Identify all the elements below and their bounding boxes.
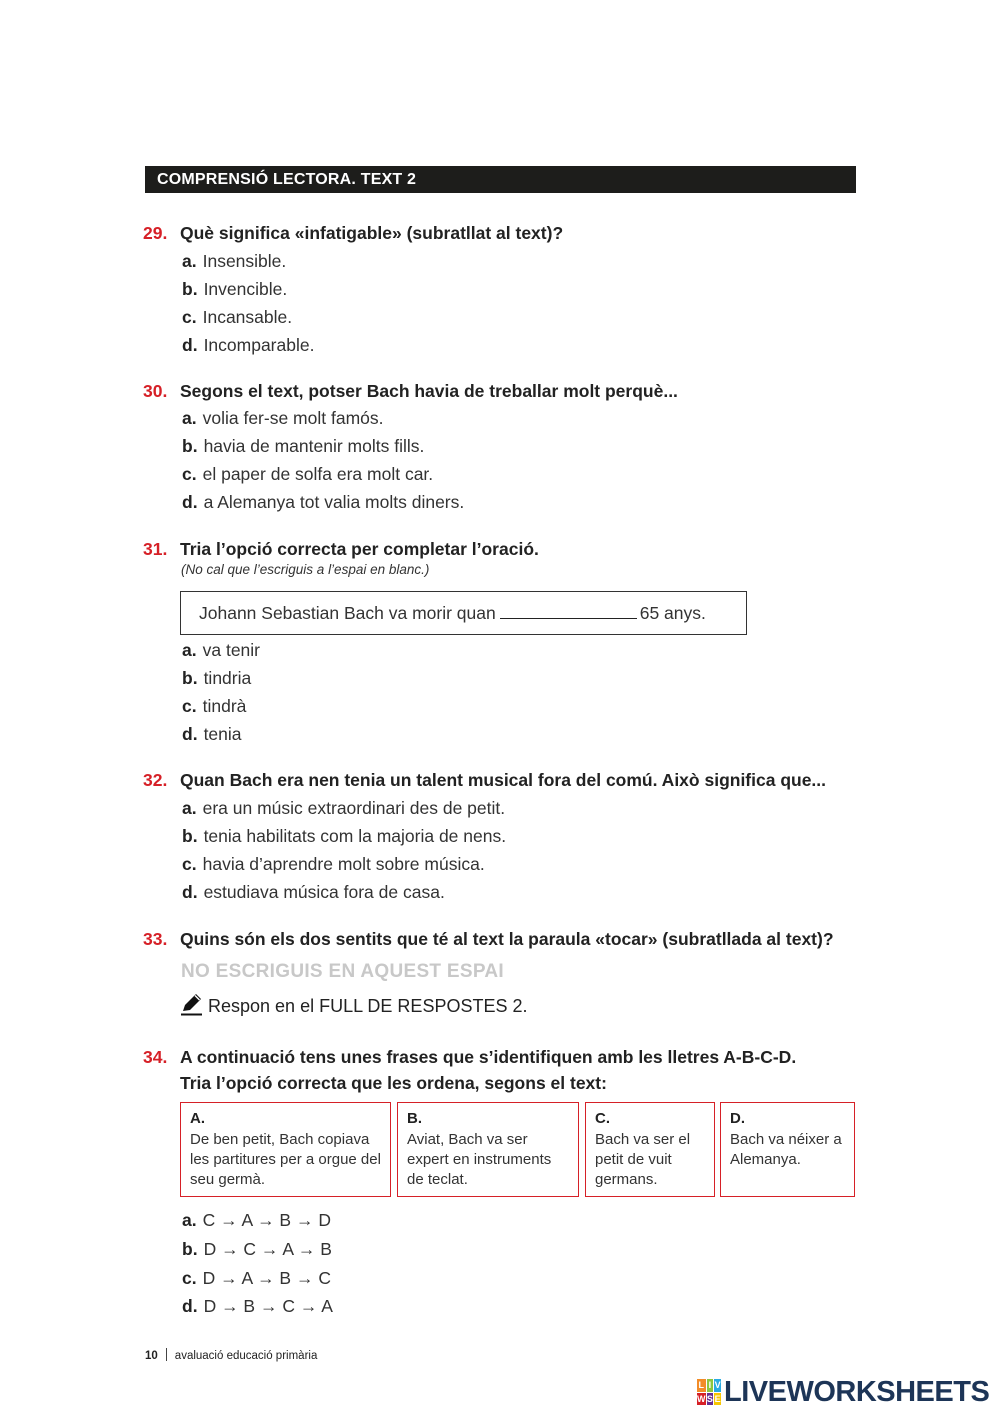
question-text: Segons el text, potser Bach havia de treballar molt perquè... bbox=[180, 381, 678, 401]
option-letter: b. bbox=[182, 279, 198, 299]
option-letter: d. bbox=[182, 1296, 198, 1316]
option-text: D → B → C → A bbox=[203, 1296, 333, 1316]
option-31-c[interactable] bbox=[182, 694, 246, 718]
answer-sheet-target: FULL DE RESPOSTES 2. bbox=[319, 996, 528, 1016]
option-34-b[interactable] bbox=[182, 1237, 332, 1261]
logo-tile: V bbox=[714, 1380, 721, 1390]
option-letter: b. bbox=[182, 1239, 198, 1259]
question-34 bbox=[143, 1044, 796, 1096]
option-29-c[interactable] bbox=[182, 305, 292, 329]
option-text: Incansable. bbox=[202, 307, 293, 327]
option-text: tenia bbox=[203, 724, 242, 744]
question-number: 31. bbox=[143, 539, 168, 559]
option-letter: c. bbox=[182, 307, 197, 327]
box-text: Bach va ser el petit de vuit germans. bbox=[595, 1131, 691, 1188]
option-32-a[interactable] bbox=[182, 796, 505, 820]
option-30-c[interactable] bbox=[182, 462, 433, 486]
footer-divider bbox=[166, 1348, 167, 1361]
logo-mark bbox=[697, 1379, 721, 1405]
option-letter: c. bbox=[182, 854, 197, 874]
question-32 bbox=[143, 767, 826, 793]
question-number: 33. bbox=[143, 929, 168, 949]
option-letter: d. bbox=[182, 492, 198, 512]
option-29-b[interactable] bbox=[182, 277, 287, 301]
statement-box-c bbox=[585, 1102, 715, 1197]
option-text: Insensible. bbox=[202, 251, 287, 271]
logo-tile: E bbox=[714, 1393, 721, 1404]
question-text: Quan Bach era nen tenia un talent musical fora del comú. Això significa que... bbox=[180, 770, 827, 790]
option-letter: b. bbox=[182, 436, 198, 456]
option-letter: d. bbox=[182, 335, 198, 355]
question-30 bbox=[143, 378, 678, 404]
box-label: B. bbox=[407, 1110, 422, 1127]
box-text: De ben petit, Bach copiava les partitures per a orgue del seu germà. bbox=[190, 1131, 381, 1188]
no-write-label: NO ESCRIGUIS EN AQUEST ESPAI bbox=[181, 961, 505, 982]
box-text: Aviat, Bach va ser expert en instruments de teclat. bbox=[407, 1131, 552, 1188]
option-letter: a. bbox=[182, 640, 197, 660]
statement-box-d bbox=[720, 1102, 855, 1197]
option-text: D → C → A → B bbox=[203, 1239, 332, 1259]
logo-tile: W bbox=[697, 1393, 706, 1404]
option-text: tindria bbox=[203, 668, 252, 688]
option-text: el paper de solfa era molt car. bbox=[202, 464, 434, 484]
option-32-b[interactable] bbox=[182, 824, 506, 848]
option-text: C → A → B → D bbox=[202, 1210, 331, 1230]
option-letter: d. bbox=[182, 882, 198, 902]
box-label: C. bbox=[595, 1110, 610, 1127]
option-29-d[interactable] bbox=[182, 333, 314, 357]
option-text: estudiava música fora de casa. bbox=[203, 882, 445, 902]
question-text: Tria l’opció correcta per completar l’oració. bbox=[180, 539, 539, 559]
box-label: A. bbox=[190, 1110, 205, 1127]
question-29 bbox=[143, 220, 563, 246]
pencil-icon bbox=[180, 992, 204, 1016]
footer-title: avaluació educació primària bbox=[174, 1350, 318, 1362]
question-text-line1: A continuació tens unes frases que s’identifiquen amb les lletres A-B-C-D. bbox=[180, 1047, 797, 1067]
section-title-bar: COMPRENSIÓ LECTORA. TEXT 2 bbox=[145, 166, 856, 193]
question-number: 34. bbox=[143, 1047, 168, 1067]
option-31-b[interactable] bbox=[182, 666, 251, 690]
logo-tile: L bbox=[698, 1380, 704, 1390]
logo-text: LIVEWORKSHEETS bbox=[724, 1375, 990, 1408]
option-text: a Alemanya tot valia molts diners. bbox=[203, 492, 465, 512]
option-letter: b. bbox=[182, 826, 198, 846]
question-note: (No cal que l’escriguis a l’espai en blanc.) bbox=[181, 562, 430, 577]
box-text: Bach va néixer a Alemanya. bbox=[730, 1131, 842, 1168]
option-letter: b. bbox=[182, 668, 198, 688]
option-34-a[interactable] bbox=[182, 1208, 331, 1232]
option-letter: a. bbox=[182, 798, 197, 818]
logo-tile: S bbox=[706, 1393, 713, 1404]
option-34-d[interactable] bbox=[182, 1294, 333, 1318]
option-30-b[interactable] bbox=[182, 434, 424, 458]
liveworksheets-logo bbox=[697, 1376, 989, 1408]
option-letter: d. bbox=[182, 724, 198, 744]
statement-box-b bbox=[397, 1102, 579, 1197]
option-32-c[interactable] bbox=[182, 852, 485, 876]
option-30-d[interactable] bbox=[182, 490, 464, 514]
sentence-start: Johann Sebastian Bach va morir quan bbox=[199, 603, 496, 623]
option-text: tindrà bbox=[202, 696, 247, 716]
option-text: era un músic extraordinari des de petit. bbox=[202, 798, 506, 818]
question-33 bbox=[143, 926, 834, 952]
option-29-a[interactable] bbox=[182, 249, 286, 273]
option-text: havia de mantenir molts fills. bbox=[203, 436, 425, 456]
option-34-c[interactable] bbox=[182, 1266, 331, 1290]
option-32-d[interactable] bbox=[182, 880, 445, 904]
statement-box-a bbox=[180, 1102, 391, 1197]
option-letter: a. bbox=[182, 1210, 197, 1230]
option-30-a[interactable] bbox=[182, 406, 384, 430]
sentence-box bbox=[180, 591, 747, 635]
option-text: havia d’aprendre molt sobre música. bbox=[202, 854, 485, 874]
answer-sheet-note bbox=[180, 992, 527, 1020]
option-letter: c. bbox=[182, 1268, 197, 1288]
sentence-end: 65 anys. bbox=[639, 603, 706, 623]
option-text: Incomparable. bbox=[203, 335, 315, 355]
option-text: D → A → B → C bbox=[202, 1268, 331, 1288]
question-number: 29. bbox=[143, 223, 168, 243]
option-letter: c. bbox=[182, 696, 197, 716]
question-number: 32. bbox=[143, 770, 168, 790]
option-text: volia fer-se molt famós. bbox=[202, 408, 384, 428]
question-text: Què significa «infatigable» (subratllat al text)? bbox=[180, 223, 564, 243]
question-31 bbox=[143, 536, 539, 562]
option-letter: a. bbox=[182, 251, 197, 271]
option-letter: c. bbox=[182, 464, 197, 484]
option-31-d[interactable] bbox=[182, 722, 242, 746]
answer-sheet-prefix: Respon en el bbox=[208, 996, 320, 1016]
page-footer bbox=[145, 1348, 317, 1362]
option-text: tenia habilitats com la majoria de nens. bbox=[203, 826, 507, 846]
option-31-a[interactable] bbox=[182, 638, 260, 662]
question-number: 30. bbox=[143, 381, 168, 401]
question-text-line2: Tria l’opció correcta que les ordena, segons el text: bbox=[180, 1073, 607, 1093]
box-label: D. bbox=[730, 1110, 745, 1127]
question-text: Quins són els dos sentits que té al text la paraula «tocar» (subratllada al text)? bbox=[180, 929, 834, 949]
blank-line bbox=[500, 602, 637, 619]
option-letter: a. bbox=[182, 408, 197, 428]
logo-tile: I bbox=[707, 1379, 714, 1392]
page-number: 10 bbox=[145, 1350, 158, 1362]
option-text: Invencible. bbox=[203, 279, 288, 299]
option-text: va tenir bbox=[202, 640, 260, 660]
